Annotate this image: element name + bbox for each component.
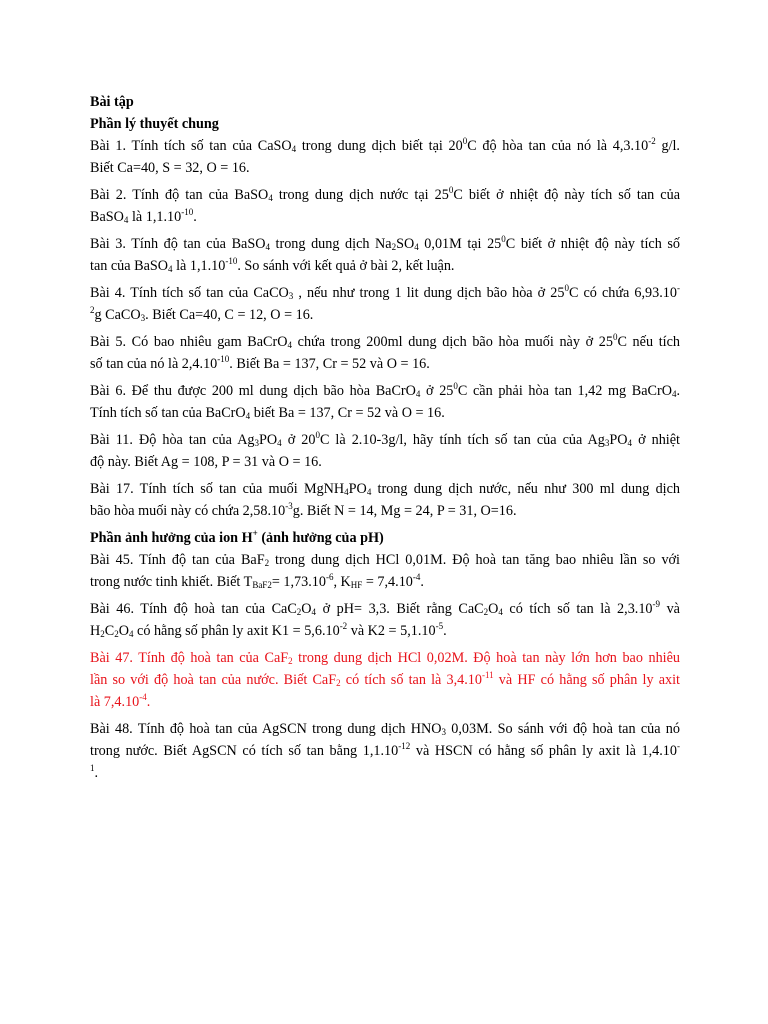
problem-text: BaSO bbox=[90, 209, 124, 225]
problem-line bbox=[90, 718, 680, 740]
subscript: 4 bbox=[168, 264, 173, 274]
problem-line bbox=[90, 380, 680, 402]
subscript: 4 bbox=[344, 487, 349, 497]
superscript: -4 bbox=[412, 572, 421, 582]
problem-text: C bbox=[104, 623, 115, 639]
problem-text: . Biết Ca=40, C = 12, O = 16. bbox=[145, 307, 314, 323]
problem-text: C có chứa 6,93.10 bbox=[568, 285, 677, 301]
problem-text: Bài 11. Độ hòa tan của Ag bbox=[90, 432, 255, 448]
subscript: 3 bbox=[604, 438, 610, 448]
problem-text: Tính tích số tan của BaCrO bbox=[90, 405, 246, 421]
subscript: 4 bbox=[311, 607, 317, 617]
problem-text: và HF có hằng số phân ly axit bbox=[493, 672, 680, 688]
problem-bai-47 bbox=[90, 647, 680, 718]
problem-text: g. Biết N = 14, Mg = 24, P = 31, O=16. bbox=[292, 503, 517, 519]
problem-bai-1 bbox=[90, 135, 680, 184]
problem-text: 0,01M tại 25 bbox=[418, 236, 502, 252]
problem-text: . bbox=[443, 623, 447, 639]
subscript: 4 bbox=[128, 629, 134, 639]
subscript: 2 bbox=[296, 607, 302, 617]
problem-text: bão hòa muối này có chứa 2,58.10 bbox=[90, 503, 286, 519]
subscript: 4 bbox=[268, 193, 273, 203]
problem-text: ở 25 bbox=[420, 383, 454, 399]
subscript: 4 bbox=[498, 607, 503, 617]
superscript: -2 bbox=[339, 621, 348, 631]
subscript: 4 bbox=[414, 242, 419, 252]
problem-bai-48 bbox=[90, 718, 680, 789]
subscript: 4 bbox=[671, 389, 677, 399]
problem-line bbox=[90, 331, 680, 353]
subscript: 4 bbox=[123, 215, 129, 225]
problem-text: PO bbox=[348, 481, 367, 497]
problem-text: là 1,1.10 bbox=[128, 209, 182, 225]
problem-line bbox=[90, 740, 680, 762]
superscript: -11 bbox=[481, 670, 494, 680]
problem-text: , nếu như trong 1 lit dung dịch bão hòa ở 25 bbox=[293, 285, 565, 301]
subscript: 2 bbox=[336, 678, 341, 688]
superscript: 0 bbox=[448, 185, 454, 195]
problem-bai-17 bbox=[90, 478, 680, 527]
section-heading-ph-sup: + bbox=[252, 528, 258, 538]
superscript: -4 bbox=[139, 692, 147, 702]
section-heading-ph-suffix: (ảnh hưởng của pH) bbox=[257, 530, 384, 546]
problem-text: biết Ba = 137, Cr = 52 và O = 16. bbox=[250, 405, 445, 421]
subscript: 2 bbox=[114, 629, 119, 639]
problem-text: Bài 3. Tính độ tan của BaSO bbox=[90, 236, 266, 252]
section-heading-general: Phần lý thuyết chung bbox=[90, 116, 219, 132]
problem-bai-5 bbox=[90, 331, 680, 380]
problem-text: PO bbox=[609, 432, 628, 448]
superscript: 0 bbox=[612, 332, 618, 342]
problem-text: trong nước. Biết AgSCN có tích số tan bằng 1,1.10 bbox=[90, 743, 399, 759]
problem-text: trong dung dịch Na bbox=[269, 236, 392, 252]
problem-text: trong dung dịch nước tại 25 bbox=[272, 187, 449, 203]
superscript: -6 bbox=[325, 572, 334, 582]
problem-line bbox=[90, 233, 680, 255]
section-heading-ph bbox=[90, 527, 680, 549]
problem-line bbox=[90, 304, 680, 326]
problem-text: = 7,4.10 bbox=[362, 574, 413, 590]
problem-text: O bbox=[301, 601, 312, 617]
problem-text: trong dung dịch HCl 0,02M. Độ hoà tan này lớn hơn bao nhiêu bbox=[292, 650, 680, 666]
problem-text: có hằng số phân ly axit K1 = 5,6.10 bbox=[133, 623, 340, 639]
problem-line bbox=[90, 500, 680, 522]
subscript: 3 bbox=[288, 291, 294, 301]
problem-text: g CaCO bbox=[94, 307, 141, 323]
subscript: 4 bbox=[265, 242, 270, 252]
problem-text: là 1,1.10 bbox=[172, 258, 226, 274]
subscript: 2 bbox=[288, 656, 293, 666]
problem-bai-11 bbox=[90, 429, 680, 478]
problem-text: = 1,73.10 bbox=[271, 574, 326, 590]
problem-text: và K2 = 5,1.10 bbox=[347, 623, 436, 639]
problem-line bbox=[90, 282, 680, 304]
subscript: 2 bbox=[264, 558, 270, 568]
superscript: - bbox=[676, 283, 680, 293]
problem-text: có tích số tan là 2,3.10 bbox=[502, 601, 653, 617]
subscript: 4 bbox=[291, 144, 297, 154]
problem-text: Bài 45. Tính độ tan của BaF bbox=[90, 552, 265, 568]
problem-text: Bài 4. Tính tích số tan của CaCO bbox=[90, 285, 289, 301]
problem-text: H bbox=[90, 623, 101, 639]
problem-line bbox=[90, 402, 680, 424]
problem-text: lần so với độ hoà tan của nước. Biết CaF bbox=[90, 672, 337, 688]
superscript: 0 bbox=[315, 430, 320, 440]
superscript: -10 bbox=[217, 354, 230, 364]
problem-text: . Biết Ba = 137, Cr = 52 và O = 16. bbox=[229, 356, 430, 372]
problem-text: trong nước tinh khiết. Biết T bbox=[90, 574, 253, 590]
problem-text: C nếu tích bbox=[617, 334, 680, 350]
problem-text: C là 2.10-3g/l, hãy tính tích số tan của của Ag bbox=[319, 432, 605, 448]
problem-text: C độ hòa tan của nó là 4,3.10 bbox=[467, 138, 649, 154]
problem-line bbox=[90, 647, 680, 669]
problem-text: Bài 48. Tính độ hoà tan của AgSCN trong dung dịch HNO bbox=[90, 721, 442, 737]
problem-text: . So sánh với kết quả ở bài 2, kết luận. bbox=[237, 258, 455, 274]
problem-list-general bbox=[90, 135, 680, 527]
problem-text: trong dung dịch nước, nếu như 300 ml dung dịch bbox=[371, 481, 680, 497]
document-page bbox=[90, 91, 680, 789]
superscript: - bbox=[677, 741, 680, 751]
subscript: 3 bbox=[254, 438, 260, 448]
problem-text: g/l. bbox=[655, 138, 680, 154]
superscript: 0 bbox=[501, 234, 506, 244]
subscript: 2 bbox=[483, 607, 489, 617]
problem-line bbox=[90, 478, 680, 500]
problem-line bbox=[90, 620, 680, 642]
problem-line bbox=[90, 669, 680, 691]
subscript: 4 bbox=[627, 438, 633, 448]
problem-text: C biết ở nhiệt độ này tích số tan của bbox=[453, 187, 680, 203]
problem-text: . bbox=[94, 765, 99, 781]
problem-text: tan của BaSO bbox=[90, 258, 169, 274]
problem-text: . bbox=[193, 209, 197, 225]
problem-text: và bbox=[660, 601, 680, 617]
problem-bai-6 bbox=[90, 380, 680, 429]
subscript: HF bbox=[350, 580, 363, 590]
problem-text: Bài 5. Có bao nhiêu gam BaCrO bbox=[90, 334, 288, 350]
problem-line bbox=[90, 157, 680, 179]
problem-text: O bbox=[488, 601, 499, 617]
problem-bai-46 bbox=[90, 598, 680, 647]
subscript: 3 bbox=[441, 727, 446, 737]
problem-text: , K bbox=[333, 574, 351, 590]
problem-text: ở pH= 3,3. Biết rằng CaC bbox=[316, 601, 484, 617]
problem-line bbox=[90, 429, 680, 451]
superscript: 0 bbox=[462, 136, 468, 146]
problem-text: và HSCN có hằng số phân ly axit là 1,4.10 bbox=[410, 743, 677, 759]
problem-text: C cần phải hòa tan 1,42 mg BaCrO bbox=[457, 383, 672, 399]
problem-line bbox=[90, 135, 680, 157]
subscript: 4 bbox=[277, 438, 282, 448]
problem-text: 0,03M. So sánh với độ hoà tan của nó bbox=[446, 721, 680, 737]
problem-text: ở 20 bbox=[281, 432, 316, 448]
superscript: 2 bbox=[90, 305, 95, 315]
problem-text: Bài 47. Tính độ hoà tan của CaF bbox=[90, 650, 289, 666]
superscript: -10 bbox=[225, 256, 238, 266]
subscript: 4 bbox=[245, 411, 251, 421]
problem-line bbox=[90, 184, 680, 206]
problem-text: PO bbox=[259, 432, 278, 448]
subscript: 3 bbox=[140, 313, 146, 323]
problem-text: . bbox=[420, 574, 424, 590]
problem-text: . bbox=[676, 383, 680, 399]
problem-line bbox=[90, 255, 680, 277]
subscript: 2 bbox=[100, 629, 105, 639]
superscript: -10 bbox=[181, 207, 194, 217]
problem-text: SO bbox=[396, 236, 415, 252]
superscript: -2 bbox=[648, 136, 656, 146]
problem-text: số tan của nó là 2,4.10 bbox=[90, 356, 218, 372]
superscript: -3 bbox=[285, 501, 293, 511]
problem-text: trong dung dịch biết tại 20 bbox=[296, 138, 463, 154]
problem-text: trong dung dịch HCl 0,01M. Độ hoà tan tăng bao nhiêu lần so với bbox=[269, 552, 680, 568]
subscript: 4 bbox=[415, 389, 421, 399]
subscript: 4 bbox=[287, 340, 292, 350]
problem-text: Bài 2. Tính độ tan của BaSO bbox=[90, 187, 269, 203]
section-heading-ph-prefix: Phần ảnh hưởng của ion H bbox=[90, 530, 253, 546]
problem-bai-45 bbox=[90, 549, 680, 598]
problem-line bbox=[90, 762, 680, 784]
problem-line bbox=[90, 691, 680, 713]
problem-text: C biết ở nhiệt độ này tích số bbox=[505, 236, 681, 252]
problem-text: Bài 17. Tính tích số tan của muối MgNH bbox=[90, 481, 345, 497]
problem-text: độ này. Biết Ag = 108, P = 31 và O = 16. bbox=[90, 454, 322, 470]
problem-text: Bài 6. Để thu được 200 ml dung dịch bão hòa BaCrO bbox=[90, 383, 416, 399]
problem-text: Bài 1. Tính tích số tan của CaSO bbox=[90, 138, 292, 154]
problem-text: ở nhiệt bbox=[632, 432, 680, 448]
problem-text: có tích số tan là 3,4.10 bbox=[340, 672, 482, 688]
superscript: 1 bbox=[90, 763, 95, 773]
subscript: 4 bbox=[366, 487, 372, 497]
problem-line bbox=[90, 571, 680, 593]
problem-line bbox=[90, 353, 680, 375]
document-title: Bài tập bbox=[90, 94, 134, 110]
superscript: 0 bbox=[453, 381, 458, 391]
problem-line bbox=[90, 206, 680, 228]
superscript: -12 bbox=[398, 741, 411, 751]
superscript: -9 bbox=[652, 599, 661, 609]
problem-text: Biết Ca=40, S = 32, O = 16. bbox=[90, 160, 250, 176]
problem-text: chứa trong 200ml dung dịch bão hòa muối này ở 25 bbox=[291, 334, 613, 350]
problem-text: O bbox=[118, 623, 129, 639]
problem-list-ph bbox=[90, 549, 680, 789]
problem-text: là 7,4.10 bbox=[90, 694, 140, 710]
problem-line bbox=[90, 549, 680, 571]
subscript: 2 bbox=[391, 242, 397, 252]
problem-text: . bbox=[146, 694, 151, 710]
problem-bai-4 bbox=[90, 282, 680, 331]
problem-bai-3 bbox=[90, 233, 680, 282]
problem-line bbox=[90, 451, 680, 473]
superscript: -5 bbox=[435, 621, 444, 631]
superscript: 0 bbox=[564, 283, 569, 293]
problem-text: Bài 46. Tính độ hoà tan của CaC bbox=[90, 601, 297, 617]
problem-bai-2 bbox=[90, 184, 680, 233]
subscript: BaF2 bbox=[252, 580, 272, 590]
problem-line bbox=[90, 598, 680, 620]
